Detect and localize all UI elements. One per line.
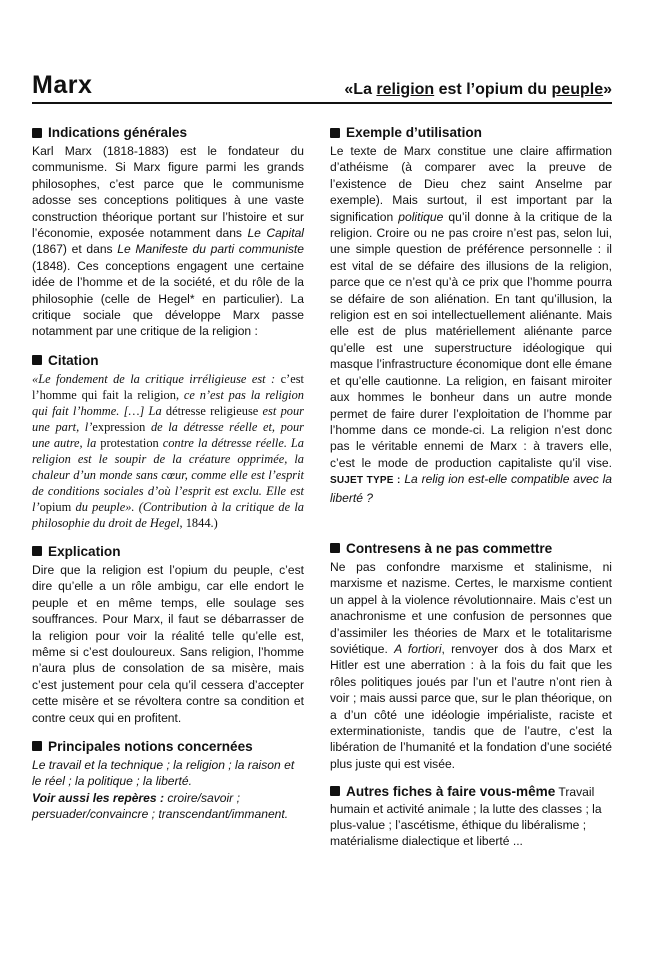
- explication-text: Dire que la religion est l’opium du peuple, c’est dire qu’elle a un rôle ambigu, car elle endort le peuple et en même temps, elle soulage ses souffrances. Pour Marx, il faut se débarrasser de la religion pour voir la réalité telle qu’elle est, même si c’est douloureux. Sans religion, l’homme n’aura plus de consolation de sa misère, mais c’est justement pour cela qu’il cessera d’accepter cette misère et se révoltera contre sa condition et contre ceux qui en profitent.: [32, 562, 304, 725]
- section-indications: [32, 124, 304, 340]
- citation-part: ce n’est pas la religion qui fait l’homme. […] La: [32, 387, 304, 418]
- citation-part: contre la détresse réelle. La religion est le soupir de la créature opprimée, la chaleur d’un monde sans cœur, comme elle est l’esprit de conditions sociales d’où l’esprit est exclu. Elle est l’: [32, 435, 304, 514]
- quote-peuple: peuple: [551, 81, 604, 98]
- citation-part: protestation: [100, 435, 159, 450]
- page-header: [32, 70, 612, 104]
- autres-text: [330, 784, 612, 850]
- section-explication: [32, 543, 304, 726]
- explication-title-text: Explication: [48, 543, 121, 559]
- citation-part: opium: [39, 499, 72, 514]
- citation-part: c’est l’homme qui fait la religion,: [32, 371, 304, 402]
- section-citation: [32, 352, 304, 531]
- bullet-square-icon: [32, 741, 42, 751]
- exemple-title-text: Exemple d’utilisation: [346, 125, 482, 140]
- notions-voir-aussi: [32, 790, 304, 823]
- contresens-text-1: Ne pas confondre marxisme et stalinisme, ni marxisme et nazisme. Certes, le marxisme contient un appel à la violence révolutionnaire. Mais c’est un anachronisme et une confusion de personnes que d’assimiler les théories de Marx et le totalitarisme soviétique.: [330, 559, 612, 656]
- exemple-text: [330, 143, 612, 506]
- citation-part: religieuse: [205, 403, 263, 418]
- section-exemple: [330, 124, 612, 506]
- voir-aussi-label: Voir aussi les repères :: [32, 790, 164, 805]
- citation-part: est pour une part, l’: [32, 403, 304, 434]
- bullet-square-icon: [32, 355, 42, 365]
- bullet-square-icon: [330, 786, 340, 796]
- section-autres: [330, 784, 612, 850]
- exemple-text-2: qu’il donne à la critique de la religion. Croire ou ne pas croire n’est pas, selon lui, une simple question de préférence personnelle : il est vital de se défaire des illusions de la religion, parce que ce n’est qu’à ce prix que l’homme pourra se défaire de son aliénation. En tant qu’illusion, la religion est en soi intellectuellement aliénante. Mais elle est de plus matériellement aliénante parce qu’elle est une superstructure idéologique qui masque l’infrastructure économique dont elle émane et qu’elle cautionne. La religion, en faisant miroiter aux hommes le bonheur dans un autre monde permet de faire durer l’exploitation de l’homme par l’homme dans ce monde-ci. La religion n’est donc pas le véritable ennemi de Marx : à travers elle, c’est le mode de production capitaliste qu’il vise.: [330, 209, 612, 470]
- contresens-text-2: , renvoyer dos à dos Marx et Hitler est une aberration : à la fois du fait que les rôles politiques joués par l’un et l’autre n’ont rien à voir ; mais aussi parce que, sur le plan théorique, on a d’un côté une idéologie impérialiste, raciste et exterminationiste, tandis que de l’autre, c’est la libération de l’humanité et la fondation d’une société plus juste qui est visée.: [330, 641, 612, 771]
- section-contresens: [330, 540, 612, 772]
- citation-part: «Le fondement de la critique irréligieuse est :: [32, 371, 281, 386]
- bullet-square-icon: [32, 128, 42, 138]
- citation-text: [32, 371, 304, 531]
- contresens-text: [330, 559, 612, 772]
- indications-text-2: (1867) et dans: [32, 242, 118, 257]
- quote-close: »: [603, 81, 612, 98]
- notions-title-text: Principales notions concernées: [48, 738, 253, 754]
- sujet-type-label: SUJET TYPE :: [330, 475, 401, 487]
- citation-part: détresse: [165, 403, 206, 418]
- contresens-title-text: Contresens à ne pas commettre: [346, 540, 553, 556]
- quote-religion: religion: [376, 81, 435, 98]
- autres-title-text: Autres fiches à faire vous-même: [346, 784, 556, 800]
- citation-date: , 1844.): [179, 515, 218, 530]
- section-notions: [32, 738, 304, 823]
- indications-text-3: (1848). Ces conceptions engagent une certaine idée de l’homme et de la société, et du rôle de la philosophie (celle de Hegel* en particulier). La critique sociale que développe Marx passe notamment par une critique de la religion :: [32, 258, 304, 339]
- indications-title-text: Indications générales: [48, 125, 188, 140]
- section-title-notions: [32, 738, 304, 755]
- citation-part: du peuple». (: [71, 499, 143, 514]
- manifeste-title: Le Manifeste du parti communiste: [117, 242, 304, 257]
- section-title-citation: [32, 352, 304, 369]
- author-title: Marx: [32, 71, 93, 99]
- exemple-politique: politique: [398, 209, 444, 224]
- bullet-square-icon: [32, 546, 42, 556]
- citation-part: de la détresse réelle et, pour une autre, la: [32, 419, 304, 450]
- citation-source: Contribution à la critique de la philosophie du droit de Hegel: [32, 499, 304, 530]
- quote-open: «La: [344, 81, 377, 98]
- bullet-square-icon: [330, 543, 340, 553]
- voir-aussi-text: croire/savoir ; persuader/convaincre ; transcendant/immanent.: [32, 790, 289, 822]
- sujet-type-text: La relig ion est-elle compatible avec la liberté ?: [330, 472, 612, 505]
- section-title-exemple: [330, 124, 612, 141]
- notions-list: Le travail et la technique ; la religion ; la raison et le réel ; la politique ; la liberté.: [32, 757, 295, 789]
- section-title-indications: [32, 124, 304, 141]
- exemple-text-1: Le texte de Marx constitue une claire affirmation d’athéisme (à comparer avec la preuve de l’existence de Dieu chez saint Anselme par exemple). Mais surtout, il est important par la signification: [330, 144, 612, 224]
- autres-list: Travail humain et activité animale ; la lutte des classes ; la plus-value ; l’ascétisme, éthique du libéralisme ; matérialisme dialectique et liberté ...: [330, 785, 602, 849]
- a-fortiori: A fortiori: [394, 641, 442, 656]
- section-title-contresens: [330, 540, 612, 557]
- capital-title: Le Capital: [247, 226, 304, 241]
- section-title-explication: [32, 543, 304, 560]
- indications-text: [32, 143, 304, 340]
- page-quote-title: [344, 81, 612, 99]
- spacer: [330, 518, 612, 540]
- right-column: [330, 124, 612, 862]
- bullet-square-icon: [330, 128, 340, 138]
- citation-title-text: Citation: [48, 352, 99, 368]
- quote-mid: est l’opium du: [434, 81, 552, 98]
- indications-text-1: Karl Marx (1818-1883) est le fondateur du communisme. Si Marx figure parmi les grands philosophes, c’est parce que le communisme adosse ses conceptions politiques à une vaste construction théorique portant sur l’histoire et sur l’économie, exposée notamment dans: [32, 144, 304, 241]
- citation-part: expression: [92, 419, 146, 434]
- left-column: [32, 124, 304, 835]
